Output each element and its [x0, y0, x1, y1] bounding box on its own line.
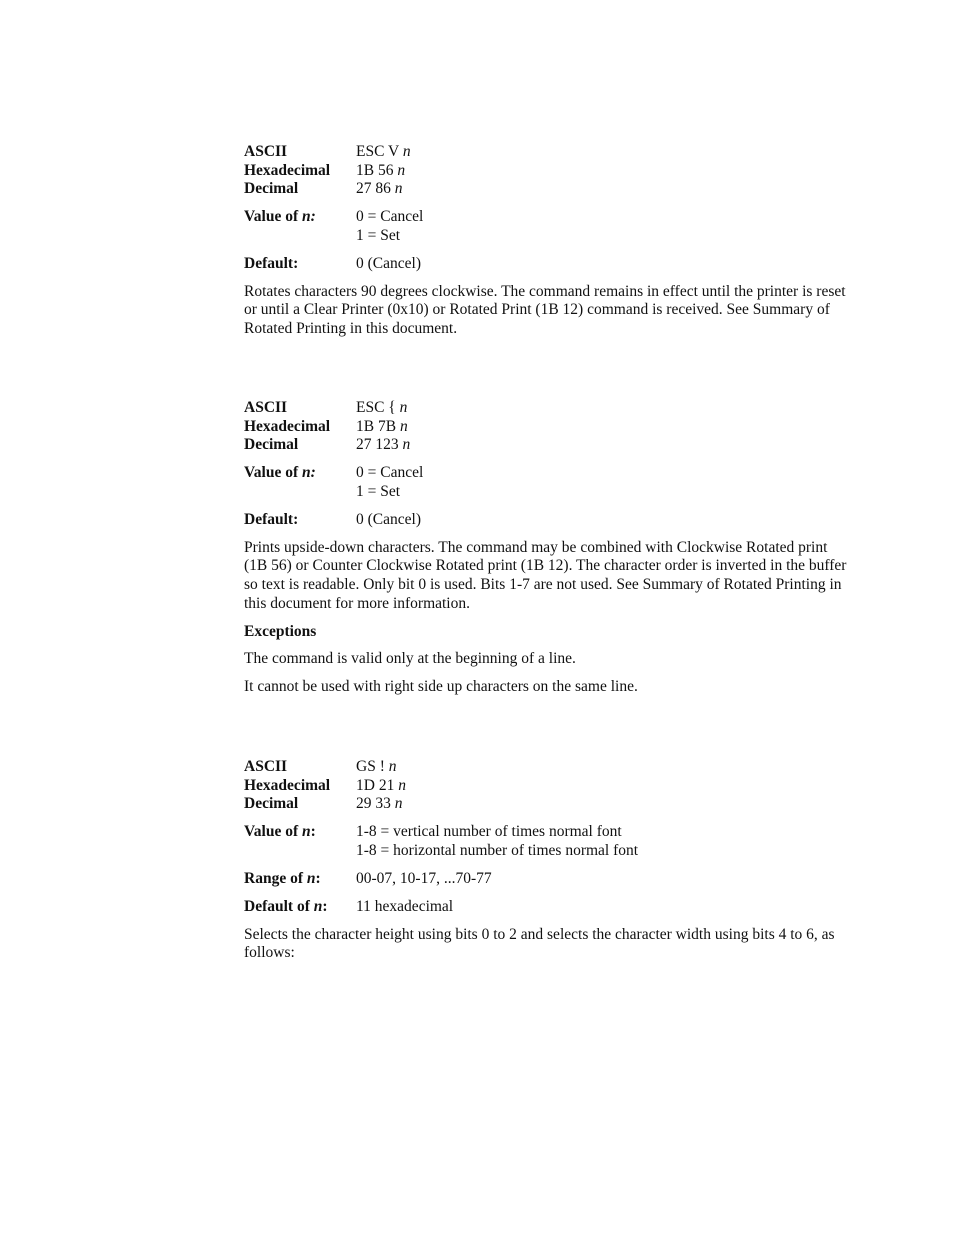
value-of-n-values: 0 = Cancel 1 = Set	[356, 208, 424, 244]
value-of-n-label: Value of n:	[244, 823, 316, 841]
ascii-label: ASCII	[244, 399, 288, 416]
description-paragraph: Prints upside-down characters. The command may be combined with Clockwise Rotated print (1B 56) or Counter Clockwise Rotated print (1B 12). The character order is inverted in the buffer so text is readable. Only bit 0 is used. Bits 1-7 are not used. See Summary of Rotated Printing in this document for more information.	[244, 538, 847, 612]
default-label: Default:	[244, 254, 299, 272]
command-block-esc-v	[244, 143, 854, 339]
default-row	[244, 255, 854, 274]
value-of-n-values: 0 = Cancel 1 = Set	[356, 464, 424, 500]
command-block-esc-brace	[244, 399, 854, 697]
ascii-row	[244, 399, 854, 418]
range-label: Range of n:	[244, 869, 321, 887]
ascii-value: GS ! n	[356, 758, 397, 775]
ascii-value: ESC { n	[356, 399, 408, 416]
range-value: 00-07, 10-17, ...70-77	[356, 869, 492, 887]
hexadecimal-row	[244, 162, 854, 181]
exception-item: The command is valid only at the beginning of a line.	[244, 650, 576, 668]
default-value: 0 (Cancel)	[356, 254, 421, 272]
value-of-n-row	[244, 208, 854, 245]
ascii-row	[244, 143, 854, 162]
hexadecimal-value: 1B 56 n	[356, 161, 406, 179]
decimal-value: 27 86 n	[356, 180, 403, 198]
decimal-row	[244, 436, 854, 455]
decimal-label: Decimal	[244, 436, 299, 454]
hexadecimal-label: Hexadecimal	[244, 161, 331, 179]
hexadecimal-row	[244, 418, 854, 437]
default-row	[244, 511, 854, 530]
ascii-label: ASCII	[244, 758, 288, 775]
default-label: Default of n:	[244, 897, 328, 915]
hexadecimal-value: 1D 21 n	[356, 776, 406, 794]
exception-item: It cannot be used with right side up characters on the same line.	[244, 678, 638, 696]
value-of-n-values: 1-8 = vertical number of times normal font 1-8 = horizontal number of times normal font	[356, 823, 639, 859]
command-block-gs-exclaim	[244, 758, 854, 963]
decimal-row	[244, 795, 854, 814]
value-of-n-row	[244, 823, 854, 860]
hexadecimal-label: Hexadecimal	[244, 417, 331, 435]
hexadecimal-label: Hexadecimal	[244, 776, 331, 794]
value-of-n-label: Value of n:	[244, 464, 316, 482]
value-of-n-row	[244, 464, 854, 501]
value-of-n-label: Value of n:	[244, 208, 316, 226]
decimal-row	[244, 180, 854, 199]
decimal-value: 27 123 n	[356, 436, 411, 454]
decimal-label: Decimal	[244, 180, 299, 198]
ascii-row	[244, 758, 854, 777]
default-row	[244, 898, 854, 917]
default-value: 0 (Cancel)	[356, 510, 421, 528]
decimal-value: 29 33 n	[356, 795, 403, 813]
hexadecimal-value: 1B 7B n	[356, 417, 408, 435]
default-label: Default:	[244, 510, 299, 528]
description-paragraph: Selects the character height using bits 0 to 2 and selects the character width using bits 4 to 6, as follows:	[244, 925, 835, 962]
ascii-label: ASCII	[244, 143, 288, 160]
range-row	[244, 870, 854, 889]
decimal-label: Decimal	[244, 795, 299, 813]
exceptions-heading: Exceptions	[244, 622, 317, 640]
ascii-value: ESC V n	[356, 143, 411, 160]
description-paragraph: Rotates characters 90 degrees clockwise. The command remains in effect until the printer is reset or until a Clear Printer (0x10) or Rotated Print (1B 12) command is received. See Summary of Rotated Printing in this document.	[244, 282, 846, 337]
default-value: 11 hexadecimal	[356, 897, 454, 915]
hexadecimal-row	[244, 777, 854, 796]
